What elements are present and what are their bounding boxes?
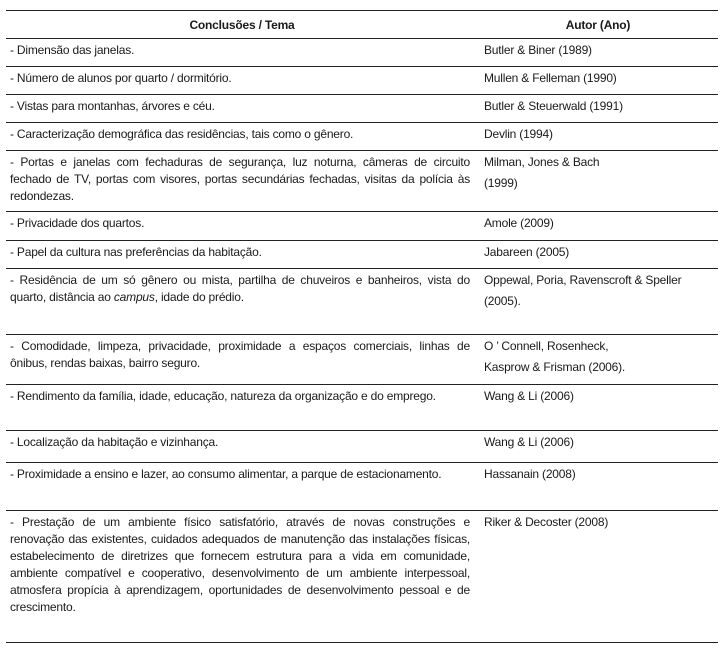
header-row <box>6 11 718 39</box>
theme-cell <box>6 269 478 335</box>
author-text: Butler & Biner (1989) <box>484 43 592 57</box>
table-row <box>6 385 718 431</box>
author-cell <box>478 511 718 643</box>
theme-cell: - Papel da cultura nas preferências da habitação. <box>6 241 478 269</box>
theme-cell: - Número de alunos por quarto / dormitório. <box>6 67 478 95</box>
author-cell <box>478 241 718 269</box>
author-text: O ’ Connell, Rosenheck, <box>484 339 609 353</box>
theme-cell: - Rendimento da família, idade, educação, natureza da organização e do emprego. <box>6 385 478 431</box>
author-text: Wang & Li (2006) <box>484 389 574 403</box>
theme-text: - Residência de um só gênero ou mista, partilha de chuveiros e banheiros, vista do quarto, distância ao <box>10 273 470 304</box>
theme-cell: - Comodidade, limpeza, privacidade, proximidade a espaços comerciais, linhas de ônibus, rendas baixas, bairro seguro. <box>6 335 478 385</box>
table-row <box>6 123 718 151</box>
header-author: Autor (Ano) <box>478 11 718 39</box>
author-cell <box>478 67 718 95</box>
theme-italic-text: campus <box>113 290 155 304</box>
conclusions-table <box>6 10 718 643</box>
author-cell <box>478 431 718 463</box>
theme-cell: - Proximidade a ensino e lazer, ao consumo alimentar, a parque de estacionamento. <box>6 463 478 511</box>
author-text: Mullen & Felleman (1990) <box>484 71 617 85</box>
table-row <box>6 511 718 643</box>
author-text: Kasprow & Frisman (2006). <box>484 360 626 374</box>
author-cell <box>478 269 718 335</box>
table-row <box>6 463 718 511</box>
author-text: Hassanain (2008) <box>484 467 576 481</box>
table-row <box>6 95 718 123</box>
table-row <box>6 67 718 95</box>
author-text: Butler & Steuerwald (1991) <box>484 99 623 113</box>
theme-text: , idade do prédio. <box>154 290 244 304</box>
theme-cell: - Vistas para montanhas, árvores e céu. <box>6 95 478 123</box>
author-cell <box>478 385 718 431</box>
author-cell <box>478 212 718 241</box>
author-text: Wang & Li (2006) <box>484 435 574 449</box>
author-text: Devlin (1994) <box>484 127 553 141</box>
table-row <box>6 335 718 385</box>
author-text: Riker & Decoster (2008) <box>484 515 609 529</box>
author-text: Milman, Jones & Bach <box>484 155 600 169</box>
table-row <box>6 39 718 67</box>
table-row <box>6 241 718 269</box>
header-theme: Conclusões / Tema <box>6 11 478 39</box>
theme-cell: - Caracterização demográfica das residências, tais como o gênero. <box>6 123 478 151</box>
table-row <box>6 431 718 463</box>
author-text: Amole (2009) <box>484 216 554 230</box>
author-cell <box>478 123 718 151</box>
author-text: Oppewal, Poria, Ravenscroft & Speller <box>484 273 682 287</box>
author-cell <box>478 151 718 212</box>
table-row <box>6 212 718 241</box>
author-cell <box>478 39 718 67</box>
author-cell <box>478 335 718 385</box>
theme-cell: - Dimensão das janelas. <box>6 39 478 67</box>
author-cell <box>478 463 718 511</box>
author-text: (1999) <box>484 176 518 190</box>
theme-cell: - Localização da habitação e vizinhança. <box>6 431 478 463</box>
theme-cell: - Prestação de um ambiente físico satisfatório, através de novas construções e renovação das existentes, cuidados adequados de manutenção das instalações físicas, estabelecimento de diretrizes que fornecem estrutura para a vida em comunidade, ambiente compatível e cooperativo, desenvolvimento de um ambiente interpessoal, atmosfera propícia à aprendizagem, oportunidades de desenvolvimento pessoal e de crescimento. <box>6 511 478 643</box>
table-row <box>6 269 718 335</box>
author-cell <box>478 95 718 123</box>
theme-cell: - Privacidade dos quartos. <box>6 212 478 241</box>
author-text: (2005). <box>484 294 521 308</box>
author-text: Jabareen (2005) <box>484 245 570 259</box>
theme-cell: - Portas e janelas com fechaduras de segurança, luz noturna, câmeras de circuito fechado de TV, portas com visores, portas secundárias fechadas, visitas da polícia às redondezas. <box>6 151 478 212</box>
table-row <box>6 151 718 212</box>
